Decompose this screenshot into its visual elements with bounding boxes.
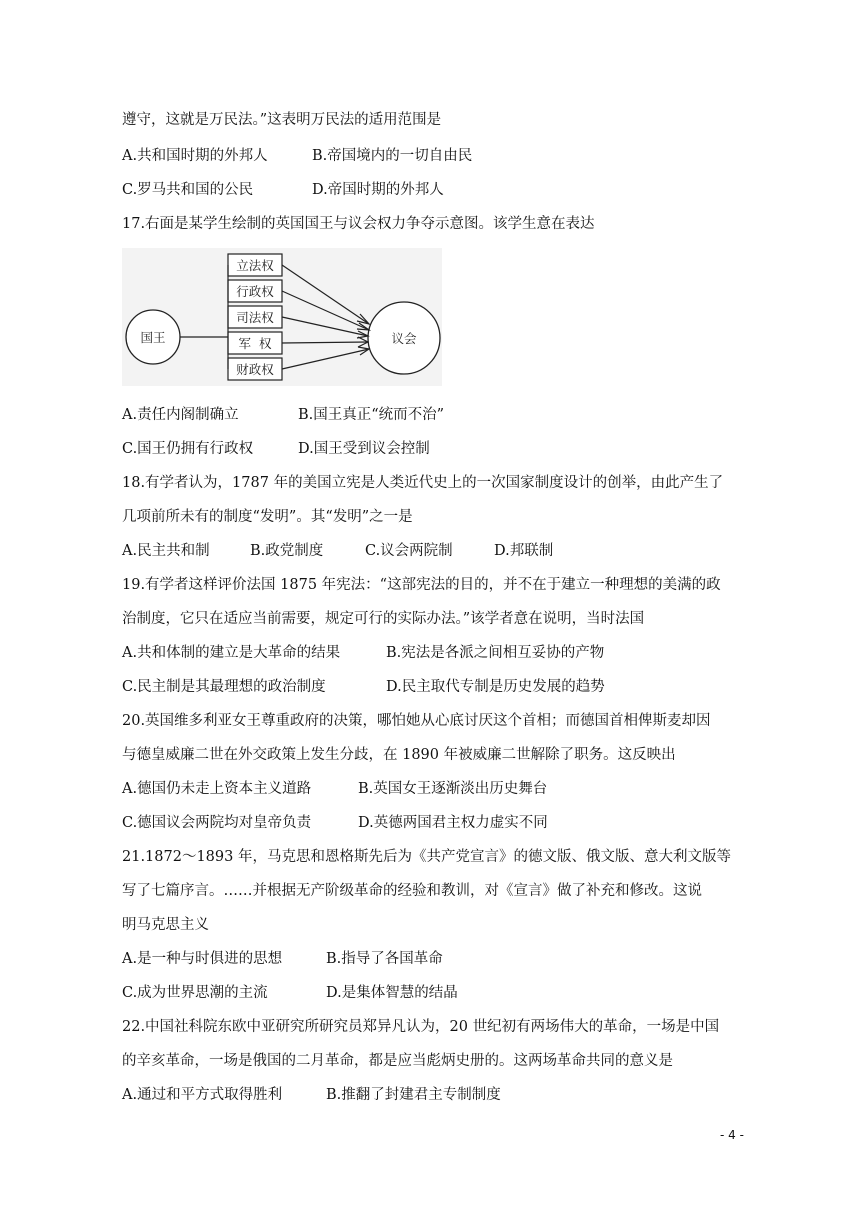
- question-17-stem: 17.右面是某学生绘制的英国国王与议会权力争夺示意图。该学生意在表达: [122, 216, 595, 232]
- question-16-stem-tail: 遵守，这就是万民法。”这表明万民法的适用范围是: [122, 112, 442, 128]
- power-label-legislative: 立法权: [236, 258, 274, 273]
- q21-option-a: A.是一种与时俱进的思想: [122, 951, 283, 967]
- question-18-stem-line1: 18.有学者认为，1787 年的美国立宪是人类近代史上的一次国家制度设计的创举，由此产生了: [122, 475, 724, 491]
- question-22-stem-line1: 22.中国社科院东欧中亚研究所研究员郑异凡认为，20 世纪初有两场伟大的革命，一场是中国: [122, 1019, 720, 1035]
- q20-option-a: A.德国仍未走上资本主义道路: [122, 781, 312, 797]
- power-box-fiscal: [228, 358, 282, 380]
- question-19-stem-line1: 19.有学者这样评价法国 1875 年宪法：“这部宪法的目的，并不在于建立一种理想的美满的政: [122, 577, 721, 593]
- q17-option-d: D.国王受到议会控制: [298, 441, 430, 457]
- power-box-legislative: [228, 254, 282, 276]
- question-20-stem-line1: 20.英国维多利亚女王尊重政府的决策，哪怕她从心底讨厌这个首相；而德国首相俾斯麦却因: [122, 713, 711, 729]
- q17-option-a: A.责任内阁制确立: [122, 407, 239, 423]
- page-number: - 4 -: [720, 1128, 744, 1142]
- q19-option-d: D.民主取代专制是历史发展的趋势: [386, 679, 605, 695]
- king-label: 国王: [140, 330, 166, 345]
- question-21-stem-line2: 写了七篇序言。……并根据无产阶级革命的经验和教训，对《宣言》做了补充和修改。这说: [122, 883, 702, 899]
- power-box-executive: [228, 280, 282, 302]
- q22-option-a: A.通过和平方式取得胜利: [122, 1087, 283, 1103]
- question-18-stem-line2: 几项前所未有的制度“发明”。其“发明”之一是: [122, 509, 413, 525]
- power-label-military: 军 权: [238, 336, 272, 351]
- power-box-judicial: [228, 306, 282, 328]
- q21-option-b: B.指导了各国革命: [326, 951, 443, 967]
- q16-option-c: C.罗马共和国的公民: [122, 182, 254, 198]
- q19-option-c: C.民主制是其最理想的政治制度: [122, 679, 326, 695]
- power-label-executive: 行政权: [236, 284, 274, 299]
- q22-option-b: B.推翻了封建君主专制制度: [326, 1087, 501, 1103]
- q21-option-d: D.是集体智慧的结晶: [326, 985, 458, 1001]
- question-21-stem-line3: 明马克思主义: [122, 917, 209, 933]
- power-label-fiscal: 财政权: [236, 362, 274, 377]
- q16-option-b: B.帝国境内的一切自由民: [312, 148, 473, 164]
- question-19-stem-line2: 治制度，它只在适应当前需要，规定可行的实际办法。”该学者意在说明，当时法国: [122, 611, 645, 627]
- power-label-judicial: 司法权: [236, 310, 274, 325]
- q18-option-c: C.议会两院制: [365, 543, 453, 559]
- question-22-stem-line2: 的辛亥革命，一场是俄国的二月革命，都是应当彪炳史册的。这两场革命共同的意义是: [122, 1053, 673, 1069]
- q17-option-c: C.国王仍拥有行政权: [122, 441, 254, 457]
- q21-option-c: C.成为世界思潮的主流: [122, 985, 268, 1001]
- q20-option-b: B.英国女王逐渐淡出历史舞台: [358, 781, 548, 797]
- king-parliament-power-diagram: [122, 248, 442, 386]
- q16-option-d: D.帝国时期的外邦人: [312, 182, 444, 198]
- parliament-label: 议会: [391, 331, 417, 346]
- q18-option-a: A.民主共和制: [122, 543, 210, 559]
- q17-option-b: B.国王真正“统而不治”: [298, 407, 445, 423]
- question-21-stem-line1: 21.1872～1893 年，马克思和恩格斯先后为《共产党宣言》的德文版、俄文版、意大利文版等: [122, 849, 731, 865]
- q20-option-d: D.英德两国君主权力虚实不同: [358, 815, 548, 831]
- q18-option-b: B.政党制度: [250, 543, 324, 559]
- q20-option-c: C.德国议会两院均对皇帝负责: [122, 815, 312, 831]
- q16-option-a: A.共和国时期的外邦人: [122, 148, 268, 164]
- power-box-military: [228, 332, 282, 354]
- q19-option-a: A.共和体制的建立是大革命的结果: [122, 645, 341, 661]
- q19-option-b: B.宪法是各派之间相互妥协的产物: [386, 645, 605, 661]
- q18-option-d: D.邦联制: [494, 543, 554, 559]
- question-20-stem-line2: 与德皇威廉二世在外交政策上发生分歧，在 1890 年被威廉二世解除了职务。这反映出: [122, 747, 676, 763]
